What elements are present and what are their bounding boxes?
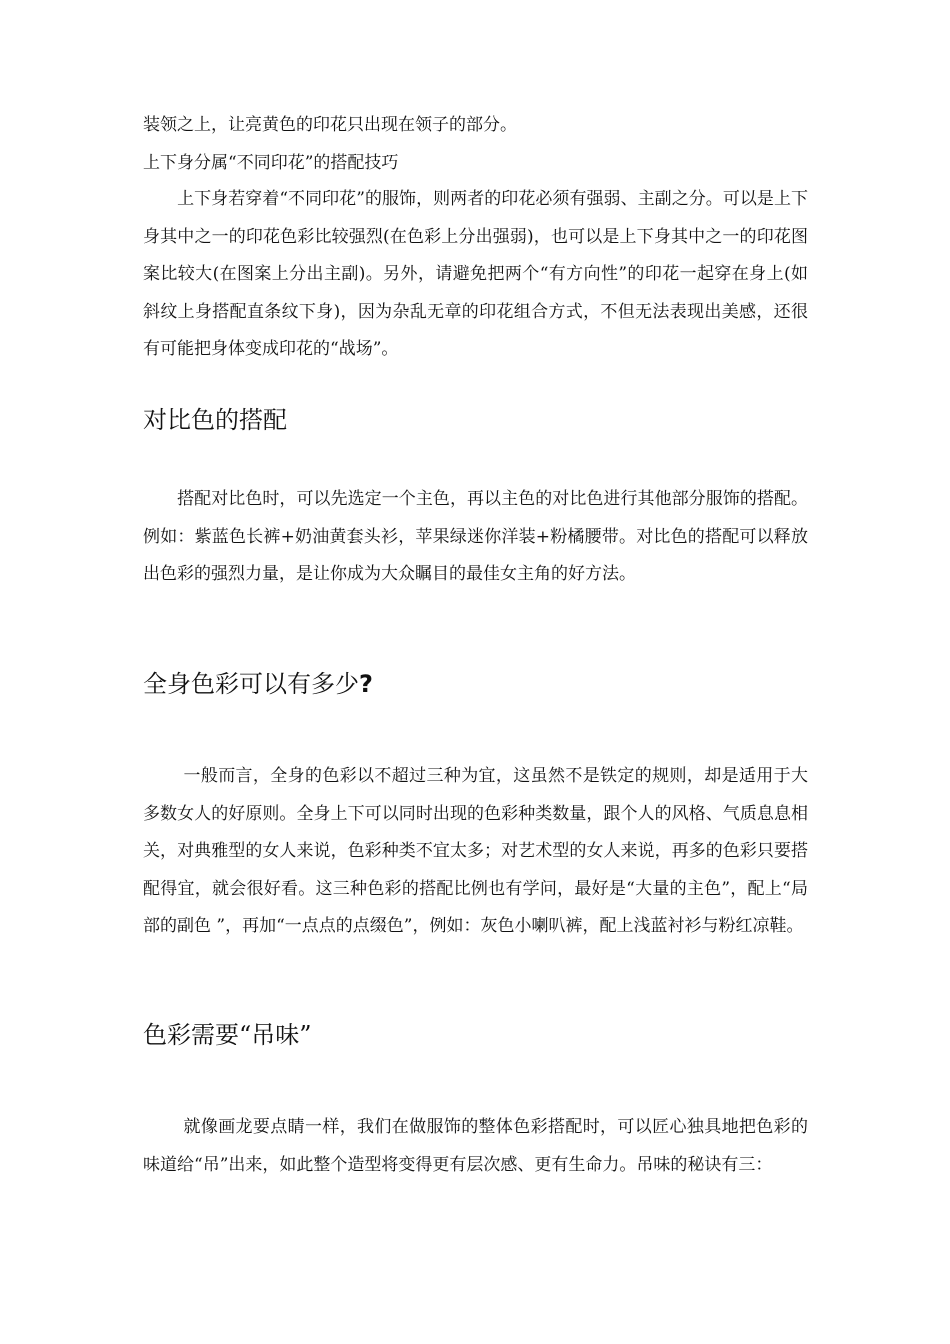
heading-color-accent: 色彩需要“吊味” <box>143 1021 312 1049</box>
heading-contrast-colors: 对比色的搭配 <box>143 406 287 434</box>
subheading-different-prints: 上下身分属“不同印花”的搭配技巧 <box>143 153 399 173</box>
heading-question-mark: ? <box>359 670 373 698</box>
paragraph-how-many-colors: 一般而言，全身的色彩以不超过三种为宜，这虽然不是铁定的规则，却是适用于大多数女人的好原则。全身上下可以同时出现的色彩种类数量，跟个人的风格、气质息息相关，对典雅型的女人来说，色彩种类不宜太多；对艺术型的女人来说，再多的色彩只要搭配得宜，就会很好看。这三种色彩的搭配比例也有学问，最好是“大量的主色”，配上“局部的副色 ”，再加“一点点的点缀色”，例如：灰色小喇叭裤，配上浅蓝衬衫与粉红凉鞋。 <box>143 766 808 936</box>
heading-how-many-colors-text: 全身色彩可以有多少 <box>143 670 359 698</box>
paragraph-contrast-colors: 搭配对比色时，可以先选定一个主色，再以主色的对比色进行其他部分服饰的搭配。例如：紫蓝色长裤+奶油黄套头衫，苹果绿迷你洋装+粉橘腰带。对比色的搭配可以释放出色彩的强烈力量，是让你成为大众瞩目的最佳女主角的好方法。 <box>143 489 808 584</box>
heading-how-many-colors <box>143 669 373 699</box>
paragraph-color-accent: 就像画龙要点睛一样，我们在做服饰的整体色彩搭配时，可以匠心独具地把色彩的味道给“吊”出来，如此整个造型将变得更有层次感、更有生命力。吊味的秘诀有三： <box>143 1117 808 1175</box>
lead-line: 装领之上，让亮黄色的印花只出现在领子的部分。 <box>143 115 517 135</box>
paragraph-different-prints: 上下身若穿着“不同印花”的服饰，则两者的印花必须有强弱、主副之分。可以是上下身其中之一的印花色彩比较强烈(在色彩上分出强弱)，也可以是上下身其中之一的印花图案比较大(在图案上分出主副)。另外，请避免把两个“有方向性”的印花一起穿在身上(如斜纹上身搭配直条纹下身)，因为杂乱无章的印花组合方式，不但无法表现出美感，还很有可能把身体变成印花的“战场”。 <box>143 189 808 359</box>
